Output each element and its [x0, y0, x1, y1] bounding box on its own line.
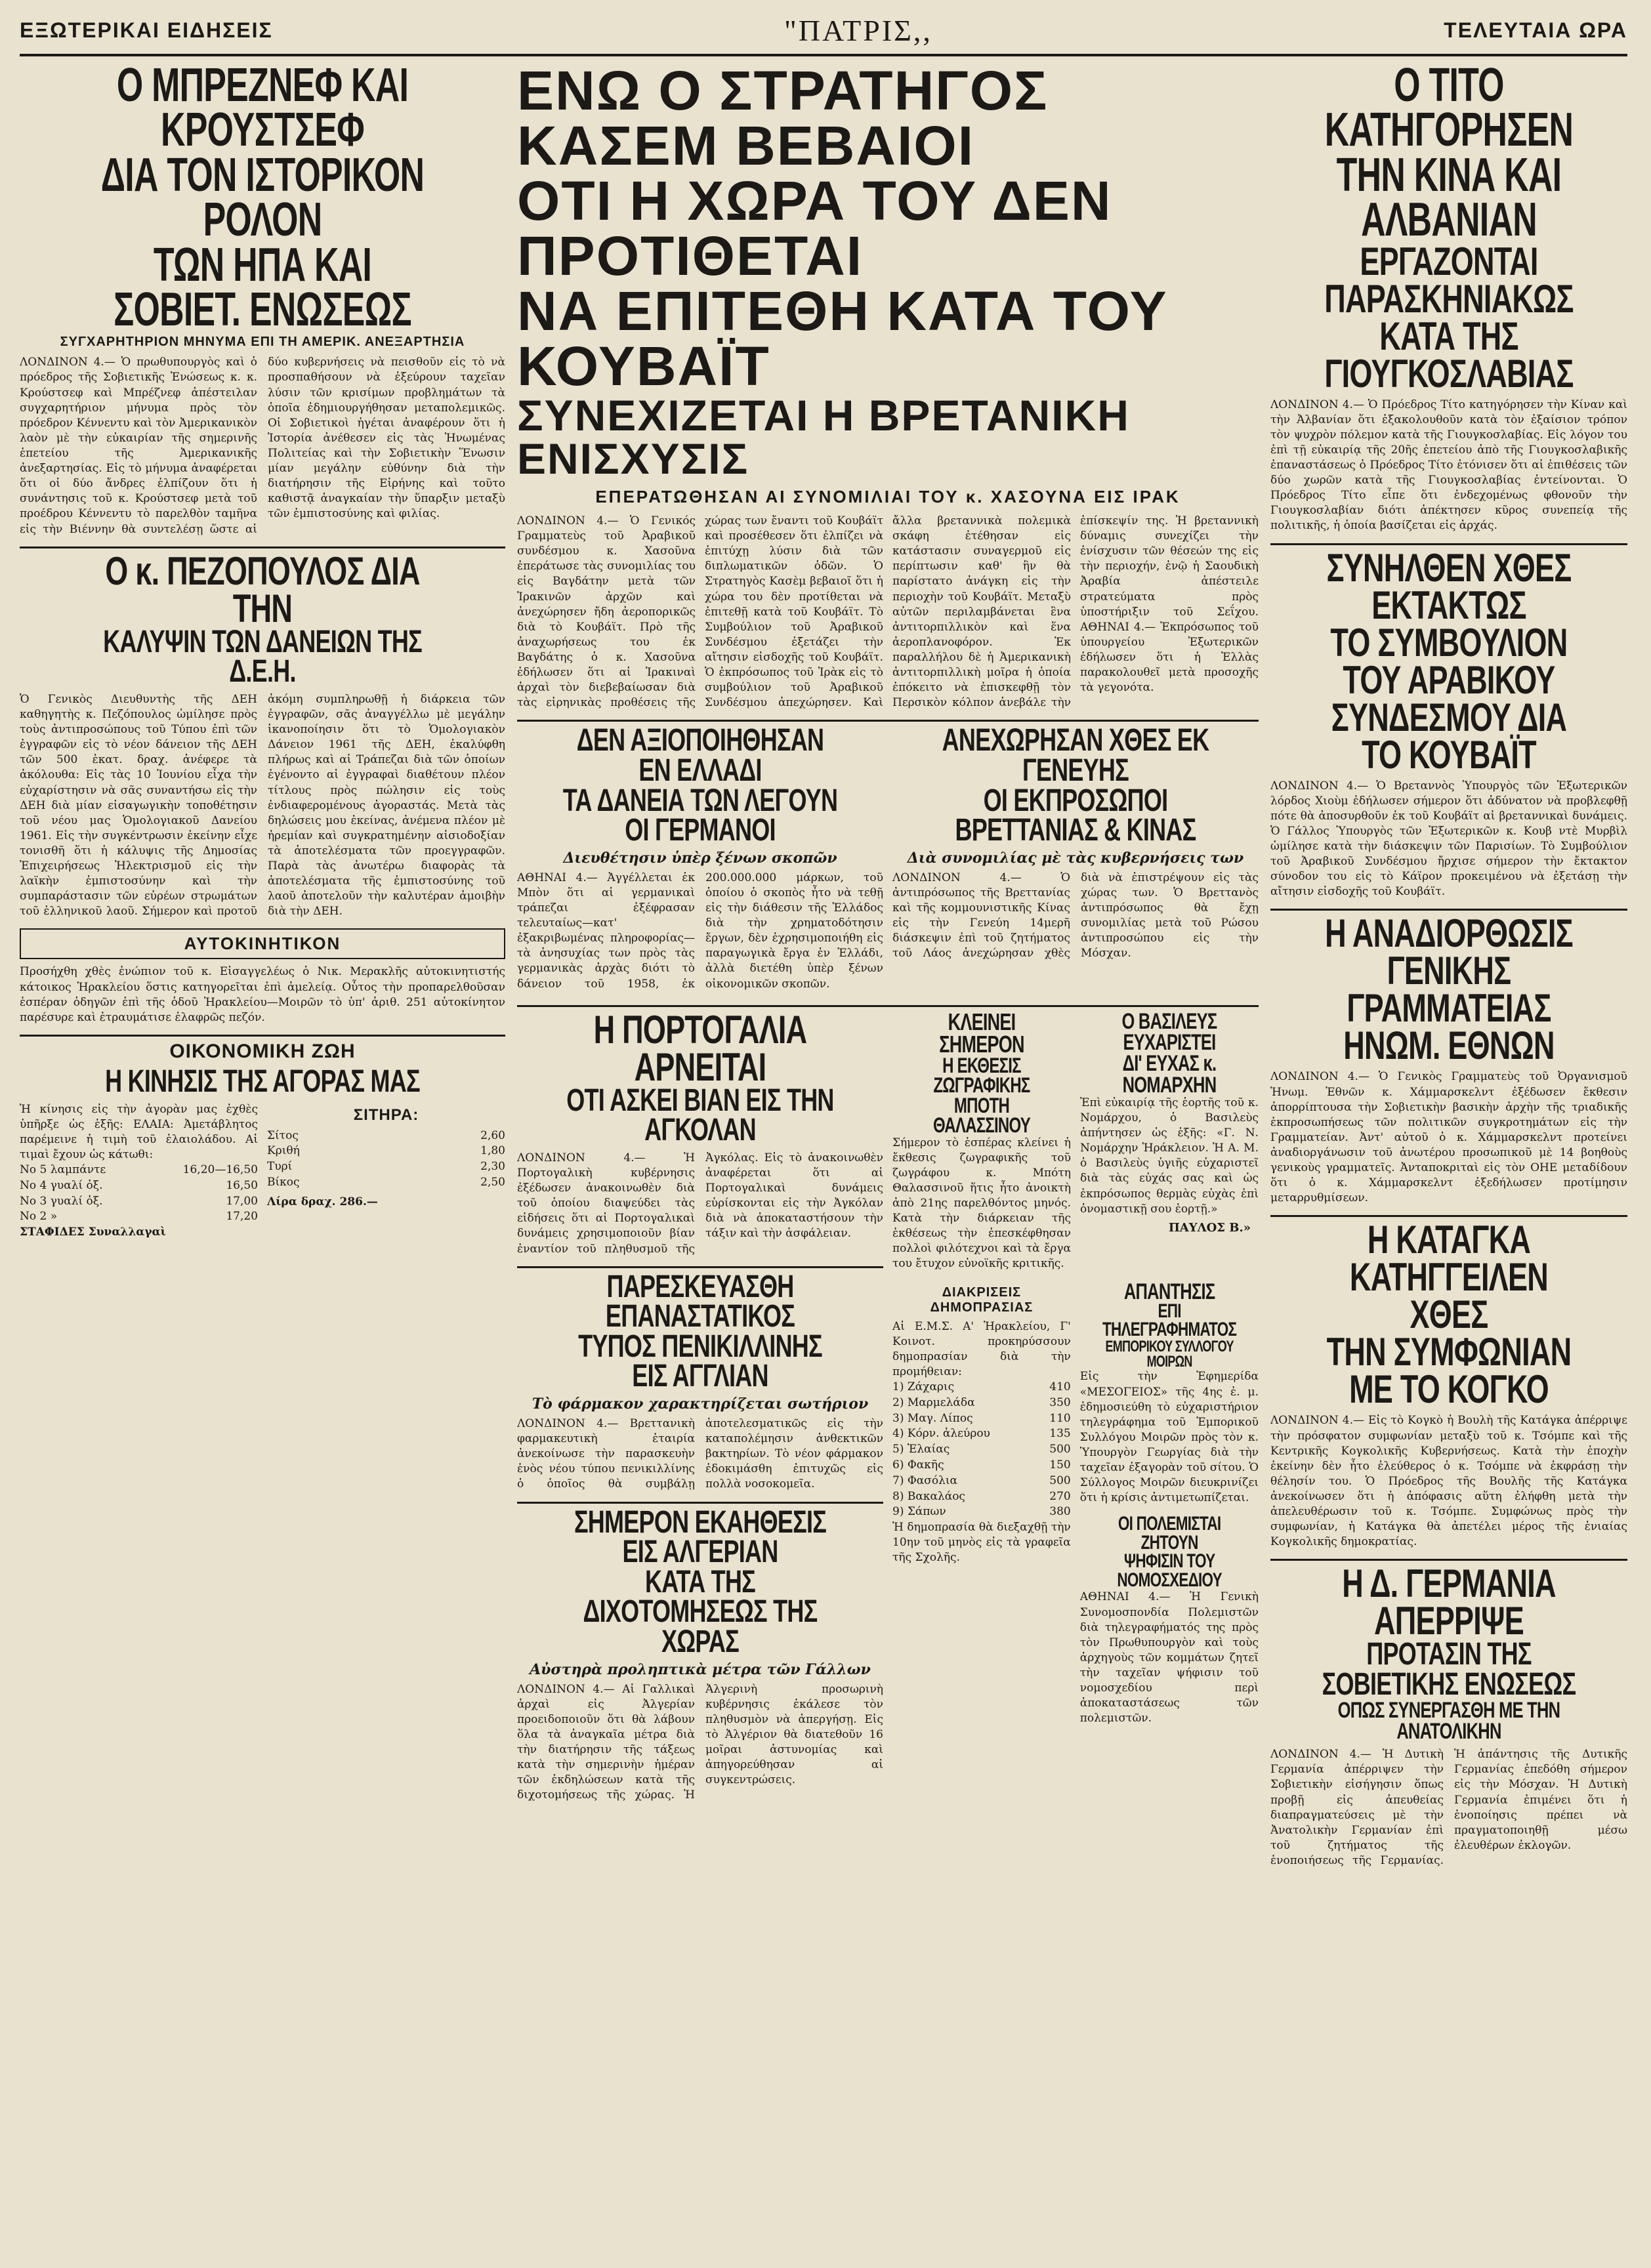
headline-line: ΟΙ ΠΟΛΕΜΙΣΤΑΙ ΖΗΤΟΥΝ: [1118, 1513, 1221, 1554]
article-body: ΑΘΗΝΑΙ 4.— Ἀγγέλλεται ἐκ Μπὸν ὅτι αἱ γερμανικαὶ τράπεζαι ἐξέφρασαν τελευταίως—κατ' ἐξακριβωμένας πληροφορίας—τὰ ἀνησυχίας των πρὸς τὰς γερμανικὰς ἀρχὰς διότι τὸ δάνειον τοῦ 1958, ἐκ 200.000.000 μάρκων, τοῦ ὁποίου ὁ σκοπὸς ἦτο νὰ τεθῇ εἰς τὴν διάθεσιν τῆς Ἑλλάδος διὰ τὴν χρηματοδότησιν ἔργων, δὲν ἐχρησιμοποιήθη εἰς παραγωγικὰ ἔργα ἐν Ἑλλάδι, ἀλλὰ διετέθη ὑπὲρ ξένων οἰκονομικῶν σκοπῶν.: [517, 871, 883, 991]
article-algeria: [517, 1504, 883, 1804]
subheadline: ΣΥΓΧΑΡΗΤΗΡΙΟΝ ΜΗΝΥΜΑ ΕΠΙ ΤΗ ΑΜΕΡΙΚ. ΑΝΕΞΑΡΤΗΣΙΑ: [60, 335, 465, 350]
article-telegram: [1080, 1281, 1259, 1506]
headline-line: ΚΑΛΥΨΙΝ ΤΩΝ ΔΑΝΕΙΩΝ ΤΗΣ Δ.Ε.Η.: [103, 624, 422, 690]
headline-line: ΔΙΑ ΤΟΝ ΙΣΤΟΡΙΚΟΝ ΡΟΛΟΝ: [100, 148, 425, 247]
article-body: ΛΟΝΔΙΝΟΝ 4.— Βρεττανικὴ φαρμακευτικὴ ἑταιρία ἀνεκοίνωσε τὴν παρασκευὴν ἑνὸς νέου τύπου πενικιλλίνης ὁ ὁποῖος θὰ συμβάλῃ ἀποτελεσματικῶς εἰς τὴν καταπολέμησιν ἀνθεκτικῶν βακτηρίων. Τὸ νέον φάρμακον ἐδοκιμάσθη ἐπιτυχῶς εἰς πολλὰ νοσοκομεῖα.: [517, 1417, 883, 1491]
section-label-last-hour: ΤΕΛΕΥΤΑΙΑ ΩΡΑ: [1444, 18, 1627, 42]
tender-item: 1) Ζάχαρις 410: [892, 1380, 1071, 1394]
section-title: ΟΙΚΟΝΟΜΙΚΗ ΖΩΗ: [169, 1040, 356, 1062]
subheadline: Διὰ συνομιλίας μὲ τὰς κυβερνήσεις των: [907, 849, 1244, 867]
tender-item: 5) Ἐλαίας 500: [892, 1443, 1071, 1456]
tender-item: 4) Κόρν. ἀλεύρου 135: [892, 1427, 1071, 1441]
headline-line: ΠΑΡΕΣΚΕΥΑΣΘΗ ΕΠΑΝΑΣΤΑΤΙΚΟΣ: [605, 1269, 795, 1334]
article-exhibition: [892, 1008, 1071, 1272]
article-congo: [1270, 1218, 1627, 1550]
headline-line: Η ΠΟΡΤΟΓΑΛΙΑ ΑΡΝΕΙΤΑΙ: [593, 1007, 807, 1089]
gold-price: Λίρα δραχ. 286.—: [267, 1195, 378, 1208]
banner-line: ΣΥΝΕΧΙΖΕΤΑΙ Η ΒΡΕΤΑΝΙΚΗ ΕΝΙΣΧΥΣΙΣ: [517, 391, 1130, 483]
price-row: Νο 2 » 17,20: [20, 1210, 258, 1224]
article-body: ΛΟΝΔΙΝΟΝ 4.— Ὁ Γενικός Γραμματεὺς τοῦ Ἀραβικοῦ συνδέσμου κ. Χασοῦνα ἐπεράτωσε τὰς συνομιλίας του εἰς Βαγδάτην μετὰ τῶν Ἰρακινῶν ἀρχῶν καὶ ἀνεχώρησεν ἤδη ἀεροπορικῶς διὰ τὸ Κουβάϊτ. Πρὸ τῆς ἀναχωρήσεως του ἐκ Βαγδάτης ὁ κ. Χασοῦνα ἐδήλωσεν ὅτι αἱ Ἰρακιναὶ ἀρχαὶ τὸν διεβεβαίωσαν διὰ τὰς εἰρηνικὰς προθέσεις τῆς χώρας των ἔναντι τοῦ Κουβάϊτ καὶ προσέθεσεν ὅτι ἐλπίζει νὰ ἐπιτύχῃ λύσιν διὰ τῶν διπλωματικῶν ὁδῶν. Ὁ Στρατηγὸς Κασὲμ βεβαιοῖ ὅτι ἡ χώρα του δὲν προτίθεται νὰ ἐπιτεθῇ κατὰ τοῦ Κουβάϊτ. Τὸ Συμβούλιον τοῦ Ἀραβικοῦ Συνδέσμου ἐξετάζει τὴν αἴτησιν εἰσδοχῆς τοῦ Κουβάϊτ. Ὁ ἐκπρόσωπος τοῦ Ἰρὰκ εἰς τὸ συμβούλιον τοῦ Ἀραβικοῦ Συνδέσμου ἀπεχώρησεν. Καὶ ἄλλα βρεταννικὰ πολεμικὰ σκάφη ἐτέθησαν εἰς κατάστασιν συναγερμοῦ εἰς περίπτωσιν καθ' ἣν θὰ παρίστατο ἀνάγκη εἰς τὴν περιοχὴν τοῦ Κουβάϊτ. Μεταξὺ αὐτῶν περιλαμβάνεται ἓνα ἀντιτορπιλλικὸν καὶ ἕνα ἀεροπλανοφόρον. Ἐκ παραλλήλου δὲ ἡ Ἀμερικανικὴ ἀντιτορπιλλικὴ μοῖρα ἡ ὁποία ἐπόκειτο νὰ ἐπισκεφθῇ τὸν Περσικὸν κόλπον ἀνεβάλε τὴν ἐπίσκεψίν της. Ἡ βρεταννικὴ δύναμις συνεχίζει τὴν ἐνίσχυσιν τῶν θέσεών της εἰς τὴν περιοχήν, ἐνῷ ἡ Σαουδικὴ Ἀραβία ἀπέστειλε στρατεύματα πρὸς ὑποστήριξιν τοῦ Σεΐχου. ΑΘΗΝΑΙ 4.— Ἐκπρόσωπος τοῦ ὑπουργείου Ἐξωτερικῶν ἐδήλωσεν ὅτι ἡ Ἑλλὰς παρακολουθεῖ μετὰ προσοχῆς τὰ γεγονότα.: [517, 514, 1259, 710]
headline-line: ΕΠΙ ΤΗΛΕΓΡΑΦΗΜΑΤΟΣ: [1102, 1300, 1236, 1341]
headline-line: ΟΠΩΣ ΣΥΝΕΡΓΑΣΘΗ ΜΕ ΤΗΝ ΑΝΑΤΟΛΙΚΗΝ: [1337, 1697, 1560, 1744]
masthead: [20, 7, 1627, 56]
article-body: ΛΟΝΔΙΝΟΝ 4.— Ὁ Γενικὸς Γραμματεὺς τοῦ Ὀργανισμοῦ Ἡνωμ. Ἐθνῶν κ. Χάμμαρσκελντ ἐξέδωσεν ἔκθεσιν ἀπορρίπτουσα τὴν Σοβιετικὴν βασικὴν ἀρχὴν τῆς τριαδικῆς ἐκπροσωπήσεως τῶν πολιτικῶν συγκροτημάτων εἰς τὴν Γραμματείαν. Ἀντ' αὐτοῦ ὁ κ. Χάμμαρσκελντ προτείνει ἀναδιοργάνωσιν τοῦ ἀνωτέρου προσωπικοῦ μὲ 14 βοηθοὺς γενικοὺς γραμματεῖς. Ἀνταποκριταὶ εἰς τὸν ΟΗΕ μεταδίδουν ὅτι ὁ κ. Χάμμαρσκελντ ἐξεδήλωσεν προτίμησιν μεταρρυθμίσεων.: [1270, 1070, 1627, 1205]
article-warveterans: [1080, 1515, 1259, 1726]
tender-item: 7) Φασόλια 500: [892, 1474, 1071, 1487]
article-body: Ἡ κίνησις εἰς τὴν ἀγορὰν μας ἐχθὲς ὑπῆρξε ὡς ἑξῆς: ΕΛΑΙΑ: Ἀμετάβλητος παρέμεινε ἡ τιμὴ τοῦ ἐλαιολάδου. Αἱ τιμαὶ ἔχουν ὡς κάτωθι:: [20, 1102, 258, 1161]
subheadline: Αὐστηρὰ προληπτικὰ μέτρα τῶν Γάλλων: [530, 1660, 871, 1678]
headline-line: ΔΕΝ ΑΞΙΟΠΟΙΗΘΗΣΑΝ ΕΝ ΕΛΛΑΔΙ: [576, 723, 824, 789]
article-body: Αἱ Ε.Μ.Σ. Α' Ἡρακλείου, Γ' Κοινοτ. προκηρύσσουν δημοπρασίαν διὰ τὴν προμήθειαν:: [892, 1319, 1071, 1378]
article-automobile: [20, 928, 505, 1025]
article-pezopoulos: [20, 548, 505, 920]
article-body: ΛΟΝΔΙΝΟΝ 4.— Ὁ πρωθυπουργὸς καὶ ὁ πρόεδρος τῆς Σοβιετικῆς Ἑνώσεως κ. κ. Κρούστσεφ καὶ Μπρέζνεφ ἀπέστειλαν συγχαρητήριον μήνυμα πρὸς τὸν πρόεδρον Κέννεντυ καὶ τὸν Ἀμερικανικὸν λαὸν μὲ τὴν εὐκαιρίαν τῆς σημερινῆς ἐπετείου τῆς Ἀμερικανικῆς ἀνεξαρτησίας. Εἰς τὸ μήνυμα ἀναφέρεται ὅτι οἱ δύο ἄνδρες ἐλπίζουν ὅτι ἡ συνάντησις τοῦ κ. Κρούστσεφ μετὰ τοῦ προέδρου Κέννεντυ τὸ παρελθὸν ταμῆνα εἰς τὴν Βιέννην θὰ συντελέσῃ ὥστε αἱ δύο κυβερνήσεις νὰ πεισθοῦν εἰς τὸ νὰ προσπαθήσουν νὰ ἐξεύρουν ταχεῖαν λύσιν τῶν κρισίμων προβλημάτων τὰ ὁποῖα ἐδημιουργήθησαν μεταπολεμικῶς. Οἱ Σοβιετικοὶ ἡγέται ἀναφέρουν ὅτι ἡ Ἱστορία ἀνέθεσεν εἰς τὰς Ἡνωμένας Πολιτείας καὶ τὴν Σοβιετικὴν Ἕνωσιν μίαν μεγάλην εὐθύνην διὰ τὴν διατήρησιν τῆς Εἰρήνης καὶ τοῦτο καθιστᾷ ἀναγκαίαν τὴν ὕπαρξιν μεταξὺ τῶν ἐμπιστοσύνης καὶ φιλίας.: [20, 356, 505, 536]
article-footer: Ἡ δημοπρασία θὰ διεξαχθῇ τὴν 10ην τοῦ μηνὸς εἰς τὰ γραφεῖα τῆς Σχολῆς.: [892, 1521, 1071, 1565]
signature: ΠΑΥΛΟΣ Β.»: [1168, 1220, 1251, 1235]
headline-line: Ο κ. ΠΕΖΟΠΟΥΛΟΣ ΔΙΑ ΤΗΝ: [105, 548, 420, 630]
tender-item: 2) Μαρμελάδα 350: [892, 1395, 1071, 1409]
article-results: [892, 1281, 1071, 1727]
headline-line: Η ΑΝΑΔΙΟΡΘΩΣΙΣ ΓΕΝΙΚΗΣ: [1325, 911, 1573, 993]
headline-line: Η ΚΙΝΗΣΙΣ ΤΗΣ ΑΓΟΡΑΣ ΜΑΣ: [105, 1063, 420, 1099]
headline-line: ΤΑ ΔΑΝΕΙΑ ΤΩΝ ΛΕΓΟΥΝ ΟΙ ΓΕΡΜΑΝΟΙ: [562, 783, 838, 848]
tender-item: 8) Βακαλάος 270: [892, 1489, 1071, 1503]
headline-line: ΣΥΝΗΛΘΕΝ ΧΘΕΣ ΕΚΤΑΚΤΩΣ: [1326, 545, 1572, 627]
tender-item: 6) Φακῆς 150: [892, 1458, 1071, 1472]
article-body: Ὁ Γενικὸς Διευθυντὴς τῆς ΔΕΗ καθηγητὴς κ. Πεζόπουλος ὡμίλησε πρὸς τοὺς ἀντιπροσώπους τοῦ Τύπου ἐπὶ τῶν ἐγγραφῶν εἰς τὸ νέον δάνειον τῆς ΔΕΗ τῶν 500 ἑκατ. δραχ. ἀνέφερε τὰ ἀκόλουθα: Εἰς τὰς 10 Ἰουνίου εἶχα τὴν εὐχαρίστησιν νὰ σᾶς συναντήσω εἰς τὴν ΔΕΗ διὰ μίαν εἰσαγωγικὴν τοποθέτησιν τοῦ νέου μας Ὁμολογιακοῦ Δανείου 1961. Εἰς τὴν συγκέντρωσιν ἐκείνην εἶχε τονισθῆ ὅτι ἡ κάλυψις τῆς Δημοσίας Ἐπιχειρήσεως Ἠλεκτρισμοῦ εἰς τὴν λαϊκὴν ἐμπιστοσύνην καὶ τὴν συμπαράστασιν τῶν εὐρέων στρωμάτων τοῦ ἑλληνικοῦ λαοῦ. Σήμερον καὶ προτοῦ ἀκόμη συμπληρωθῇ ἡ διάρκεια τῶν ἐγγραφῶν, σᾶς ἀναγγέλλω μὲ μεγάλην ἱκανοποίησιν ὅτι τὸ Ὁμολογιακὸν Δάνειον 1961 τῆς ΔΕΗ, ἐκαλύφθη πλήρως καὶ αἱ Τράπεζαι διὰ τῶν ὁποίων ἐγένοντο αἱ ἐγγραφαὶ διαθέτουν πλέον τίτλους πρὸς πώλησιν εἰς τοὺς ἐνδιαφερομένους ἀγοραστάς. Μετὰ τὰς δηλώσεις μου ἐκείνας, ἀνέμενα πλέον μὲ ἠρεμίαν καὶ συγκρατημένην αἰσιοδοξίαν τὰ ἀποτελέσματα τῶν προεγγραφῶν. Παρὰ τὰς ἀνωτέρω διαφορὰς τὰ ἀποτελέσματα τῆς ἐμπιστοσύνης τοῦ λαοῦ ἀποτελοῦν τὴν καλυτέραν ἀμοιβὴν διὰ τὴν ΔΕΗ.: [20, 692, 505, 918]
headline-line: ΠΡΟΤΑΣΙΝ ΤΗΣ ΣΟΒΙΕΤΙΚΗΣ ΕΝΩΣΕΩΣ: [1322, 1637, 1576, 1702]
headline-line: ΚΛΕΙΝΕΙ ΣΗΜΕΡΟΝ: [939, 1008, 1024, 1058]
article-body: ΛΟΝΔΙΝΟΝ 4.— Αἱ Γαλλικαὶ ἀρχαὶ εἰς Ἀλγερίαν προειδοποιοῦν ὅτι θὰ λάβουν ὅλα τὰ ἀναγκαῖα μέτρα διὰ τὴν διατήρησιν τῆς τάξεως κατὰ τὴν σημερινὴν ἡμέραν τῶν ἐκδηλώσεων κατὰ τῆς διχοτομήσεως τῆς χώρας. Ἡ Ἀλγερινὴ προσωρινὴ κυβέρνησις ἐκάλεσε τὸν πληθυσμὸν νὰ ἀπεργήσῃ. Εἰς τὸ Ἀλγέριον θὰ διατεθοῦν 16 μοῖραι ἀστυνομίας καὶ ἀπηγορεύθησαν αἱ συγκεντρώσεις.: [517, 1682, 883, 1802]
article-gratitude: [1080, 1008, 1259, 1272]
headline-line: ΕΜΠΟΡΙΚΟΥ ΣΥΛΛΟΓΟΥ ΜΟΙΡΩΝ: [1105, 1337, 1234, 1371]
headline-line: ΟΙ ΕΚΠΡΟΣΩΠΟΙ ΒΡΕΤΤΑΝΙΑΣ & ΚΙΝΑΣ: [955, 783, 1196, 848]
headline-line: ΤΥΠΟΣ ΠΕΝΙΚΙΛΛΙΝΗΣ ΕΙΣ ΑΓΓΛΙΑΝ: [578, 1329, 822, 1394]
article-body: ΛΟΝΔΙΝΟΝ 4.— Ὁ ἀντιπρόσωπος τῆς Βρεττανίας καὶ τῆς κομμουνιστικῆς Κίνας εἰς τὴν Γενεύη 14μερῆ διάσκεψιν ἐπὶ τοῦ ζητήματος τοῦ Λάος ἀνεχώρησαν χθὲς διὰ νὰ ἐπιστρέψουν εἰς τὰς χώρας των. Ὁ Βρεττανὸς ἀντιπρόσωπος θὰ ἔχῃ συνομιλίας μετὰ τοῦ Ρώσου ἀντιπροσώπου εἰς τὴν Μόσχαν.: [892, 871, 1259, 960]
headline-line: ΤΩΝ ΗΠΑ ΚΑΙ ΣΟΒΙΕΤ. ΕΝΩΣΕΩΣ: [114, 238, 411, 336]
price-row: Τυρί 2,30: [267, 1160, 505, 1174]
headline-line: ΑΠΑΝΤΗΣΙΣ: [1123, 1279, 1215, 1304]
headline-line: ΣΥΝΔΕΣΜΟΥ ΔΙΑ ΤΟ ΚΟΥΒΑΪΤ: [1331, 695, 1567, 777]
headline-line: ΚΑΤΑ ΤΗΣ ΓΙΟΥΓΚΟΣΛΑΒΙΑΣ: [1324, 314, 1574, 396]
headline-line: ΔΙ' ΕΥΧΑΣ κ. ΝΟΜΑΡΧΗΝ: [1122, 1051, 1217, 1098]
article-body: Προσήχθη χθὲς ἐνώπιον τοῦ κ. Εἰσαγγελέως ὁ Νικ. Μερακλῆς αὐτοκινητιστής κάτοικος Ἡρακλείου ὅστις κατηγορεῖται ἐπὶ ἀμελείᾳ. Οὗτος τὴν προπαρελθοῦσαν ἑσπέραν ὁδηγῶν ἐπὶ τῆς ὁδοῦ Ἡρακλείου—Μοιρῶν τὸ ὑπ' ἀριθ. 251 αὐτοκίνητον παρέσυρε καὶ ἐτραυμάτισε ἐλαφρῶς πεζόν.: [20, 965, 505, 1024]
price-row: Νο 3 γυαλί ὀξ. 17,00: [20, 1194, 258, 1208]
headline-line: Η Δ. ΓΕΡΜΑΝΙΑ ΑΠΕΡΡΙΨΕ: [1342, 1561, 1556, 1643]
economy-section: [20, 1041, 505, 1240]
article-heading: ΔΙΑΚΡΙΣΕΙΣ ΔΗΜΟΠΡΑΣΙΑΣ: [930, 1285, 1034, 1315]
newspaper-title: "ΠΑΤΡΙΣ,,: [784, 13, 932, 47]
headline-line: ΑΝΕΧΩΡΗΣΑΝ ΧΘΕΣ ΕΚ ΓΕΝΕΥΗΣ: [942, 723, 1209, 789]
tender-item: 9) Σάπων 380: [892, 1505, 1071, 1519]
headline-line: Η ΕΚΘΕΣΙΣ ΖΩΓΡΑΦΙΚΗΣ: [933, 1054, 1030, 1098]
staphides-label: ΣΤΑΦΙΔΕΣ Συναλλαγαὶ: [20, 1226, 166, 1239]
article-body: Ἐπὶ εὐκαιρίᾳ τῆς ἑορτῆς τοῦ κ. Νομάρχου, ὁ Βασιλεὺς ἀπήντησεν ὡς ἑξῆς: «Γ. Ν. Νομάρχην Ἡράκλειον. Ἡ Α. Μ. ὁ Βασιλεὺς ὑγιῆς εὐχαριστεῖ διὰ τὰς εὐχάς σας καὶ ὡς ἐκπρόσωπος θερμὰς εὐχὰς ἐπὶ ὀνομαστικῇ σου ἑορτῇ.»: [1080, 1096, 1259, 1216]
article-germany: [1270, 1561, 1627, 1868]
article-kuwait: [517, 63, 1259, 711]
price-row: Κριθή 1,80: [267, 1144, 505, 1158]
center-column: [517, 63, 1259, 1878]
headline-line: Ο ΜΠΡΕΖΝΕΦ ΚΑΙ ΚΡΟΥΣΤΣΕΦ: [116, 63, 409, 157]
article-loans: [517, 723, 883, 991]
right-column: [1270, 63, 1627, 1878]
headline-line: ΟΤΙ ΑΣΚΕΙ ΒΙΑΝ ΕΙΣ ΤΗΝ ΑΓΚΟΛΑΝ: [566, 1082, 834, 1148]
article-tito: [1270, 63, 1627, 534]
headline-line: ΚΑΤΑ ΤΗΣ ΔΙΧΟΤΟΜΗΣΕΩΣ ΤΗΣ ΧΩΡΑΣ: [583, 1564, 818, 1659]
article-body: ΛΟΝΔΙΝΟΝ 4.— Εἰς τὸ Κογκὸ ἡ Βουλὴ τῆς Κατάγκα ἀπέρριψε τὴν πρόσφατον συμφωνίαν μεταξὺ τοῦ κ. Τσόμπε καὶ τῆς Κεντρικῆς Κογκολικῆς Κυβερνήσεως. Κατὰ τὴν ἐποχὴν ἐκείνην δὲν ἦτο ἐλεύθερος ὁ κ. Τσόμπε νὰ ἐκφράσῃ τὴν θέλησίν του. Ὁ Πρόεδρος τῆς Βουλῆς τῆς Κατάγκα ἀνεκοίνωσεν ὅτι ἡ ἀπόφασις αὕτη ἐλήφθη μετὰ τὴν ἀπελευθέρωσιν τοῦ κ. Τσόμπε. Συμφώνως πρὸς τὴν συμφωνίαν, ἡ Κατάγκα θὰ ἀπετέλει μέρος τῆς ἑνιαίας Κογκολικῆς δημοκρατίας.: [1270, 1414, 1627, 1549]
tender-item: 3) Μαγ. Λίπος 110: [892, 1411, 1071, 1425]
price-row: Νο 5 λαμπάντε 16,20—16,50: [20, 1163, 258, 1176]
headline-line: Η ΚΑΤΑΓΚΑ ΚΑΤΗΓΓΕΙΛΕΝ ΧΘΕΣ: [1349, 1218, 1549, 1337]
article-body: Εἰς τὴν Ἐφημερίδα «ΜΕΣΟΓΕΙΟΣ» τῆς 4ης ἐ. μ. ἐδημοσιεύθη τὸ εὐχαριστήριον τηλεγράφημα τοῦ Ἐμπορικοῦ Συλλόγου Μοιρῶν πρὸς τὸν κ. Ὑπουργὸν Γεωργίας διὰ τὴν ταχεῖαν ἐξαγορὰν τοῦ σίτου. Ὁ Σύλλογος Μοιρῶν διευκρινίζει ὅτι ἡ κρίσις ἀντιμετωπίζεται.: [1079, 1370, 1259, 1505]
price-row: Σίτος 2,60: [267, 1128, 505, 1142]
headline-line: ΓΡΑΜΜΑΤΕΙΑΣ ΗΝΩΜ. ΕΘΝΩΝ: [1343, 986, 1555, 1068]
subheadline: Τὸ φάρμακον χαρακτηρίζεται σωτήριον: [532, 1395, 869, 1412]
article-heading: ΑΥΤΟΚΙΝΗΤΙΚΟΝ: [20, 928, 505, 959]
article-body: ΛΟΝΔΙΝΟΝ 4.— Ἡ Δυτικὴ Γερμανία ἀπέρριψεν τὴν Σοβιετικὴν εἰσήγησιν ὅπως προβῇ εἰς ἀπευθείας διαπραγματεύσεις μὲ τὴν Ἀνατολικὴν Γερμανίαν ἐπὶ τοῦ ζητήματος τῆς ἑνοποιήσεως τῆς Γερμανίας. Ἡ ἀπάντησις τῆς Δυτικῆς Γερμανίας ἐπεδόθη σήμερον εἰς τὴν Μόσχαν. Ἡ Δυτικὴ Γερμανία ἐπιμένει ὅτι ἡ ἑνοποίησις πρέπει νὰ πραγματοποιηθῇ μέσω ἐλευθέρων ἐκλογῶν.: [1270, 1748, 1627, 1867]
headline-line: ΣΗΜΕΡΟΝ ΕΚΑΗΘΕΣΙΣ ΕΙΣ ΑΛΓΕΡΙΑΝ: [574, 1504, 827, 1570]
banner-line: ΝΑ ΕΠΙΤΕΘΗ ΚΑΤΑ ΤΟΥ ΚΟΥΒΑΪΤ: [517, 280, 1168, 397]
left-column: [20, 63, 505, 1878]
article-portugal: [517, 1007, 883, 1257]
headline-line: ΨΗΦΙΣΙΝ ΤΟΥ ΝΟΜΟΣΧΕΔΙΟΥ: [1117, 1550, 1222, 1591]
grain-title: ΣΙΤΗΡΑ:: [353, 1105, 419, 1124]
article-body: ΑΘΗΝΑΙ 4.— Ἡ Γενικὴ Συνομοσπονδία Πολεμιστῶν διὰ τηλεγραφήματός της πρὸς τὸν Πρωθυπουργὸν καὶ τοὺς ἀρχηγοὺς τῶν κομμάτων ζητεῖ τὴν ταχεῖαν ψήφισιν τοῦ νομοσχεδίου περὶ ἀποκαταστάσεως τῶν πολεμιστῶν.: [1079, 1590, 1259, 1725]
subheadline: Διευθέτησιν ὑπὲρ ξένων σκοπῶν: [563, 849, 837, 867]
article-body: ΛΟΝΔΙΝΟΝ 4.— Ὁ Βρεταννὸς Ὑπουργὸς τῶν Ἐξωτερικῶν λόρδος Χιοὺμ ἐδήλωσεν σήμερον ὅτι ἀδύνατον νὰ προβλεφθῇ πότε θὰ ἀποσυρθοῦν ἐκ τοῦ Κουβάϊτ αἱ βρεταννικαὶ δυνάμεις. Ὁ Γάλλος Ὑπουργὸς τῶν Ἐξωτερικῶν κ. Κουβ ντὲ Μυρβὶλ ὡμίλησε κατὰ τὴν διάσκεψιν τῶν Παρισίων. Τὸ Συμβούλιον τοῦ Ἀραβικοῦ Συνδέσμου ἤρχισε σήμερον τὴν ἔκτακτον σύνοδον του εἰς τὸ Κάϊρον προκειμένου νὰ ἐξετάσῃ τὴν αἴτησιν εἰσδοχῆς τοῦ Κουβάϊτ.: [1270, 779, 1627, 899]
article-arab-council: [1270, 545, 1627, 900]
price-row: Νο 4 γυαλί ὀξ. 16,50: [20, 1178, 258, 1192]
headline-line: ΕΡΓΑΖΟΝΤΑΙ ΠΑΡΑΣΚΗΝΙΑΚΩΣ: [1324, 239, 1574, 321]
article-body: ΛΟΝΔΙΝΟΝ 4.— Ἡ Πορτογαλικὴ κυβέρνησις ἐξέδωσεν ἀνακοινωθὲν διὰ τοῦ ὁποίου διαψεύδει τὰς εἰδήσεις ὅτι αἱ Πορτογαλικαὶ δυνάμεις χρησιμοποιοῦν βίαν ἐναντίον τοῦ πληθυσμοῦ τῆς Ἀγκόλας. Εἰς τὸ ἀνακοινωθὲν ἀναφέρεται ὅτι αἱ Πορτογαλικαὶ δυνάμεις εὑρίσκονται εἰς τὴν Ἀγκόλαν διὰ νὰ ἀποκαταστήσουν τὴν τάξιν καὶ τὴν ἀσφάλειαν.: [517, 1151, 883, 1256]
article-body: Σήμερον τὸ ἑσπέρας κλείνει ἡ ἔκθεσις ζωγραφικῆς τοῦ ζωγράφου κ. Μπότη Θαλασσινοῦ ἥτις ἦτο ἀνοικτὴ ἀπὸ 21ης παρελθόντος μηνός. Κατὰ τὴν διάρκειαν τῆς ἐκθέσεως τὴν ἐπεσκέφθησαν πολλοὶ φιλότεχνοι καὶ τὰ ἔργα του ἔτυχον εὐνοϊκῆς κριτικῆς.: [892, 1136, 1071, 1271]
article-brezhnev: [20, 63, 505, 537]
banner-line: ΟΤΙ Η ΧΩΡΑ ΤΟΥ ΔΕΝ ΠΡΟΤΙΘΕΤΑΙ: [517, 170, 1112, 287]
banner-line: ΕΝΩ Ο ΣΤΡΑΤΗΓΟΣ ΚΑΣΕΜ ΒΕΒΑΙΟΙ: [517, 63, 1049, 176]
headline-line: ΜΠΟΤΗ ΘΑΛΑΣΣΙΝΟΥ: [932, 1093, 1031, 1138]
headline-line: ΤΟ ΣΥΜΒΟΥΛΙΟΝ ΤΟΥ ΑΡΑΒΙΚΟΥ: [1330, 620, 1568, 702]
headline-line: ΤΗΝ ΣΥΜΦΩΝΙΑΝ ΜΕ ΤΟ ΚΟΓΚΟ: [1326, 1330, 1572, 1412]
article-un: [1270, 911, 1627, 1206]
section-label-foreign-news: ΕΞΩΤΕΡΙΚΑΙ ΕΙΔΗΣΕΙΣ: [20, 18, 273, 42]
headline-line: ΤΗΝ ΚΙΝΑ ΚΑΙ ΑΛΒΑΝΙΑΝ: [1336, 148, 1562, 247]
article-body: ΛΟΝΔΙΝΟΝ 4.— Ὁ Πρόεδρος Τίτο κατηγόρησεν τὴν Κίναν καὶ τὴν Ἀλβανίαν ὅτι ἐξακολουθοῦν κατὰ τὸν ἐξαίσιον τρόπον τὸν ψυχρὸν πόλεμον κατὰ τῆς Γιουγκοσλαβίας. Εἰς λόγον του ἐπὶ τῇ εὐκαιρίᾳ τῆς 20ῆς ἐπετείου ἀπὸ τῆς Γιουγκοσλαβικῆς ἐπαναστάσεως ὁ Πρόεδρος Τίτο ἐτόνισεν ὅτι αἱ ἐπιθέσεις τῶν δύο χωρῶν κατὰ τῆς Γιουγκοσλαβίας ἐντείνονται. Ὁ Πρόεδρος Τίτο εἶπε ὅτι ἐνδεχομένως φθονοῦν τὴν Γιουγκοσλαβίαν διότι ἀπέκτησεν κῦρος συνεπείᾳ τῆς πολιτικῆς, ἡ ὁποία βασίζεται εἰς ἀρχάς.: [1270, 398, 1627, 533]
headline-line: Ο ΒΑΣΙΛΕΥΣ ΕΥΧΑΡΙΣΤΕΙ: [1121, 1008, 1217, 1055]
headline-line: Ο ΤΙΤΟ ΚΑΤΗΓΟΡΗΣΕΝ: [1324, 63, 1574, 157]
article-penicillin: [517, 1269, 883, 1493]
article-geneva: [892, 723, 1259, 991]
subheadline: ΕΠΕΡΑΤΩΘΗΣΑΝ ΑΙ ΣΥΝΟΜΙΛΙΑΙ ΤΟΥ κ. ΧΑΣΟΥΝΑ ΕΙΣ ΙΡΑΚ: [595, 487, 1181, 506]
price-row: Βίκος 2,50: [267, 1175, 505, 1189]
